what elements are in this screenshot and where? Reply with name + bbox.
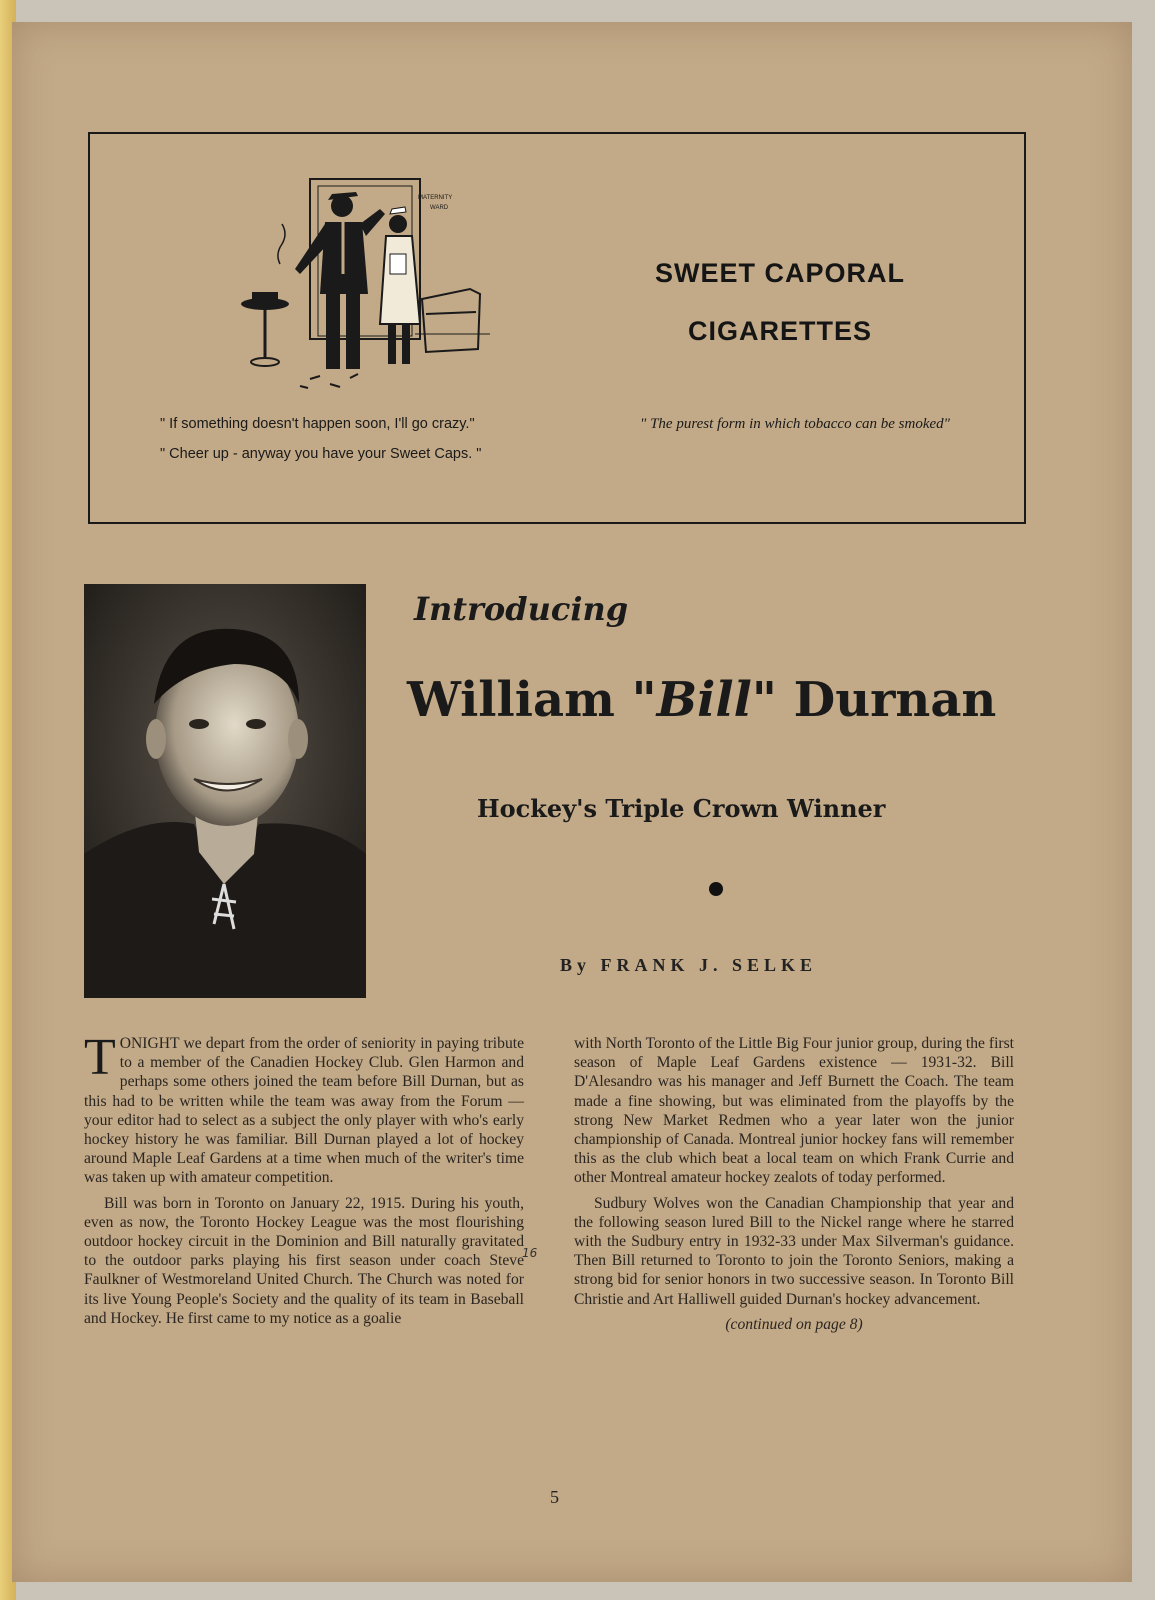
program-page [12, 22, 1132, 1582]
title-last-name: " Durnan [751, 672, 997, 728]
col2-paragraph-1: with North Toronto of the Little Big Four junior group, during the first season of Maple Leaf Gardens existence — 1931-32. Bill D'Alesandro was his manager and Jeff Burnett the Coach. The team made a fine showing, but was eliminated from the playoffs by the strong New Market Redmen who a year later won the junior championship of Canada. Montreal junior hockey fans will remember this as the club which beat a local team on which Frank Currie and other Montreal amateur hockey zealots of today performed. [574, 1035, 1014, 1187]
maternity-ward-cartoon [240, 174, 490, 404]
sweet-caporal-advertisement [88, 132, 1026, 524]
ward-sign-text-2: WARD [430, 205, 449, 211]
separator-bullet [709, 882, 723, 896]
article-subtitle: Hockey's Triple Crown Winner [477, 794, 886, 823]
ad-brand-name [610, 244, 950, 360]
continued-note: (continued on page 8) [725, 1315, 863, 1333]
ad-quote-2: " Cheer up - anyway you have your Sweet Caps. " [160, 446, 482, 462]
article-column-1 [84, 1029, 524, 1334]
handwritten-correction: 16 [522, 1246, 538, 1260]
ad-quote-1: " If something doesn't happen soon, I'll go crazy." [160, 416, 475, 432]
article-column-2 [574, 1034, 1014, 1334]
player-portrait-photo [84, 584, 366, 998]
article-byline: By FRANK J. SELKE [560, 955, 818, 975]
page-number: 5 [550, 1487, 559, 1507]
col1-paragraph-1: ONIGHT we depart from the order of seniority in paying tribute to a member of the Canadien Hockey Club. Glen Harmon and perhaps some others joined the team before Bill Durnan, but as this had to be written while the team was away from the Forum — your editor had to select as a subject the only player with who's early hockey history he was familiar. Bill Durnan played a lot of hockey around Maple Leaf Gardens at a time when much of the writer's time was taken up with amateur competition. [84, 1035, 524, 1187]
drop-cap: T [84, 1029, 116, 1086]
title-first-name: William " [407, 672, 657, 728]
article-title [407, 672, 1067, 728]
ad-slogan: " The purest form in which tobacco can be smoked" [640, 416, 950, 432]
col1-paragraph-2: Bill was born in Toronto on January 22, 1915. During his youth, even as now, the Toronto Hockey League was the most flourishing outdoor hockey circuit in the Dominion and Bill naturally gravitated to the outdoor parks playing his first season under coach Steve Faulkner of Westmoreland United Church. The Church was noted for its live Young People's Society and the quality of its team in Baseball and Hockey. He first came to my notice as a goalie [84, 1194, 524, 1327]
ad-brand-line1: SWEET CAPORAL [654, 258, 905, 288]
title-nickname: Bill [656, 672, 752, 728]
introducing-heading: Introducing [414, 590, 629, 628]
ad-brand-line2: CIGARETTES [687, 316, 872, 346]
ward-sign-text-1: MATERNITY [418, 195, 453, 201]
col2-paragraph-2: Sudbury Wolves won the Canadian Championship that year and the following season lured Bill to the Nickel range where he starred with the Sudbury entry in 1932-33 under Max Silverman's guidance. Then Bill returned to Toronto to join the Toronto Seniors, making a strong bid for senior honors in two successive season. In Toronto Bill Christie and Art Halliwell guided Durnan's hockey advancement. [574, 1194, 1014, 1308]
